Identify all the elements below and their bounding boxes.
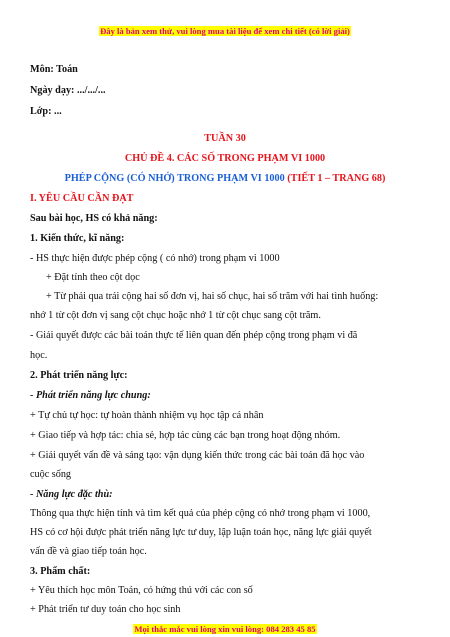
subject-line: Môn: Toán [30, 64, 78, 75]
class-line: Lớp: ... [30, 106, 62, 117]
knowledge-line: học. [30, 350, 48, 361]
week-title: TUẦN 30 [204, 133, 246, 144]
intro-text: Sau bài học, HS có khả năng: [30, 213, 158, 224]
preview-banner [0, 26, 450, 36]
knowledge-line: + Đặt tính theo cột dọc [46, 272, 140, 283]
special-competence-line: HS có cơ hội được phát triển năng lực tư duy, lập luận toán học, năng lực giải quyết [30, 527, 372, 538]
qualities-heading: 3. Phẩm chất: [30, 566, 91, 577]
preview-banner-text: Đây là bản xem thử, vui lòng mua tài liệu để xem chi tiết (có lời giải) [100, 26, 350, 36]
knowledge-line: - HS thực hiện được phép cộng ( có nhớ) trong phạm vi 1000 [30, 253, 280, 264]
general-competence-heading: - Phát triển năng lực chung: [30, 390, 151, 401]
general-competence-line: + Giao tiếp và hợp tác: chia sẻ, hợp tác cùng các bạn trong hoạt động nhóm. [30, 430, 341, 441]
qualities-line: + Phát triển tư duy toán cho học sinh [30, 604, 181, 615]
general-competence-line: + Giải quyết vấn đề và sáng tạo: vận dụng kiến thức trong các bài toán đã học vào [30, 450, 365, 461]
special-competence-line: Thông qua thực hiện tính và tìm kết quả của phép cộng có nhớ trong phạm vi 1000, [30, 508, 371, 519]
qualities-line: + Yêu thích học môn Toán, có hứng thú với các con số [30, 585, 253, 596]
general-competence-line: cuộc sống [30, 469, 72, 480]
knowledge-line: + Từ phải qua trái cộng hai số đơn vị, hai số chục, hai số trăm với hai tình huống: [46, 291, 379, 302]
lesson-meta: (TIẾT 1 – TRANG 68) [287, 173, 386, 184]
contact-banner [0, 624, 450, 634]
knowledge-line: nhớ 1 từ cột đơn vị sang cột chục hoặc nhớ 1 từ cột chục sang cột trăm. [30, 310, 321, 321]
special-competence-line: vấn đề và giao tiếp toán học. [30, 546, 147, 557]
competence-heading: 2. Phát triển năng lực: [30, 370, 128, 381]
knowledge-line: - Giải quyết được các bài toán thực tế liên quan đến phép cộng trong phạm vi đã [30, 330, 358, 341]
contact-banner-text: Mọi thắc mắc vui lòng xin vui lòng: 084 283 45 85 [134, 624, 316, 634]
lesson-title: PHÉP CỘNG (CÓ NHỚ) TRONG PHẠM VI 1000 [64, 173, 285, 184]
general-competence-line: + Tự chủ tự học: tự hoàn thành nhiệm vụ học tập cá nhân [30, 410, 264, 421]
special-competence-heading: - Năng lực đặc thù: [30, 489, 113, 500]
lesson-title-line [0, 172, 450, 185]
topic-title: CHỦ ĐỀ 4. CÁC SỐ TRONG PHẠM VI 1000 [124, 153, 326, 164]
knowledge-heading: 1. Kiến thức, kĩ năng: [30, 233, 125, 244]
section-1-heading: I. YÊU CẦU CẦN ĐẠT [30, 193, 134, 204]
date-line: Ngày dạy: .../.../... [30, 85, 106, 96]
